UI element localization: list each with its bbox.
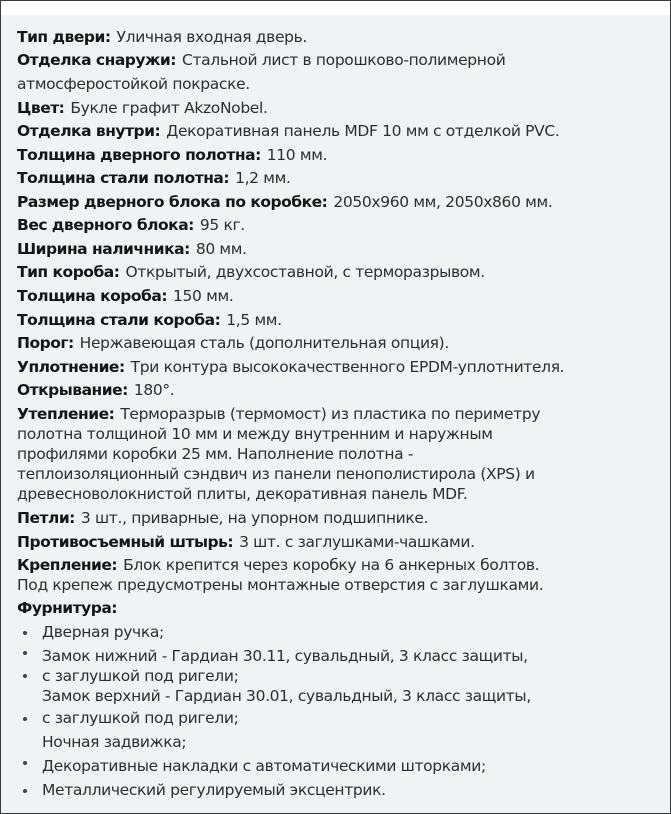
spec-label: Вес дверного блока: (17, 216, 194, 234)
spec-value: Декоративная панель MDF 10 мм с отделкой PVC. (166, 122, 560, 140)
spec-value: 1,2 мм. (235, 169, 291, 187)
hardware-label: Фурнитура: (17, 599, 117, 617)
spec-value: Букле графит AkzoNobel. (70, 99, 268, 117)
spec-value: Терморазрыв (термомост) из пластика по периметру (120, 405, 541, 423)
spec-value: 2050х960 мм, 2050х860 мм. (333, 193, 553, 211)
spec-label: Отделка внутри: (17, 122, 161, 140)
spec-label: Толщина стали короба: (17, 311, 221, 329)
spec-frame-steel-thickness (17, 310, 282, 330)
bullet-icon (23, 717, 27, 721)
spec-value: 1,5 мм. (226, 311, 282, 329)
spec-block-weight (17, 215, 245, 235)
spec-value-cont: Под крепеж предусмотрены монтажные отверстия с заглушками. (17, 576, 544, 594)
spec-value: 150 мм. (173, 287, 234, 305)
bullet-icon (23, 651, 27, 655)
spec-label: Открывание: (17, 381, 128, 399)
spec-value: Стальной лист в порошково-полимерной (181, 51, 506, 69)
spec-leaf-thickness (17, 145, 327, 165)
spec-value: 180°. (133, 381, 175, 399)
spec-value: Блок крепится через коробку на 6 анкерных болтов. (123, 556, 540, 574)
spec-insulation (17, 404, 540, 424)
spec-value: 3 шт., приварные, на упорном подшипнике. (80, 509, 429, 527)
spec-value: 110 мм. (266, 146, 328, 164)
spec-threshold (17, 333, 449, 353)
bullet-icon (23, 761, 27, 765)
spec-anti-removal-pin (17, 532, 475, 552)
spec-label: Толщина дверного полотна: (17, 146, 261, 164)
spec-label: Петли: (17, 509, 75, 527)
spec-frame-thickness (17, 286, 233, 306)
spec-value: Уличная входная дверь. (116, 28, 307, 46)
hardware-item: Декоративные накладки с автоматическими шторками; (42, 757, 486, 775)
spec-mounting (17, 555, 539, 575)
spec-value-cont: атмосферостойкой покраске. (17, 75, 250, 93)
hardware-item: Замок верхний - Гардиан 30.01, сувальдный, 3 класс защиты, (42, 687, 531, 705)
spec-color (17, 98, 268, 118)
bullet-icon (23, 631, 27, 635)
spec-opening (17, 380, 174, 400)
spec-label: Цвет: (17, 99, 65, 117)
spec-label: Противосъемный штырь: (17, 533, 234, 551)
spec-label: Толщина короба: (17, 287, 168, 305)
spec-label: Уплотнение: (17, 358, 125, 376)
hardware-item: Металлический регулируемый эксцентрик. (42, 781, 386, 799)
spec-label: Крепление: (17, 556, 118, 574)
spec-sealing (17, 357, 564, 377)
spec-value: Открытый, двухсоставной, с терморазрывом. (125, 263, 485, 281)
spec-value-cont: древесноволокнистой плиты, декоративная панель MDF. (17, 485, 468, 503)
hardware-item: Ночная задвижка; (42, 733, 187, 751)
spec-label: Тип короба: (17, 263, 120, 281)
spec-mounting-cont (17, 575, 543, 595)
spec-interior-finish (17, 121, 559, 141)
bullet-icon (23, 789, 27, 793)
hardware-item: с заглушкой под ригели; (42, 667, 239, 685)
spec-casing-width (17, 239, 247, 259)
spec-label: Порог: (17, 334, 74, 352)
spec-exterior-finish-cont (17, 74, 250, 94)
spec-value-cont: профилями коробки 25 мм. Наполнение полотна - (17, 445, 414, 463)
spec-content (17, 1, 664, 813)
hardware-title (17, 598, 117, 618)
spec-value: 3 шт. с заглушками-чашками. (239, 533, 475, 551)
spec-insulation-cont (17, 484, 467, 504)
spec-insulation-cont (17, 424, 493, 444)
hardware-item: с заглушкой под ригели; (42, 709, 239, 727)
spec-value: 95 кг. (199, 216, 245, 234)
spec-value: Нержавеющая сталь (дополнительная опция). (79, 334, 449, 352)
spec-value-cont: полотна толщиной 10 мм и между внутренним и наружным (17, 425, 493, 443)
spec-exterior-finish (17, 50, 505, 70)
spec-label: Отделка снаружи: (17, 51, 176, 69)
spec-value: Три контура высококачественного EPDM-уплотнителя. (130, 358, 565, 376)
bullet-icon (23, 674, 27, 678)
spec-value: 80 мм. (195, 240, 247, 258)
spec-frame-type (17, 262, 485, 282)
spec-label: Размер дверного блока по коробке: (17, 193, 328, 211)
spec-label: Ширина наличника: (17, 240, 190, 258)
spec-leaf-steel-thickness (17, 168, 291, 188)
spec-label: Толщина стали полотна: (17, 169, 230, 187)
spec-door-type (17, 27, 307, 47)
spec-label: Тип двери: (17, 28, 111, 46)
hardware-item: Замок нижний - Гардиан 30.11, сувальдный, 3 класс защиты, (42, 647, 528, 665)
spec-label: Утепление: (17, 405, 115, 423)
spec-insulation-cont (17, 464, 535, 484)
spec-insulation-cont (17, 444, 413, 464)
spec-value-cont: теплоизоляционный сэндвич из панели пенополистирола (XPS) и (17, 465, 535, 483)
spec-hinges (17, 508, 428, 528)
hardware-item: Дверная ручка; (42, 623, 164, 641)
spec-block-size (17, 192, 552, 212)
